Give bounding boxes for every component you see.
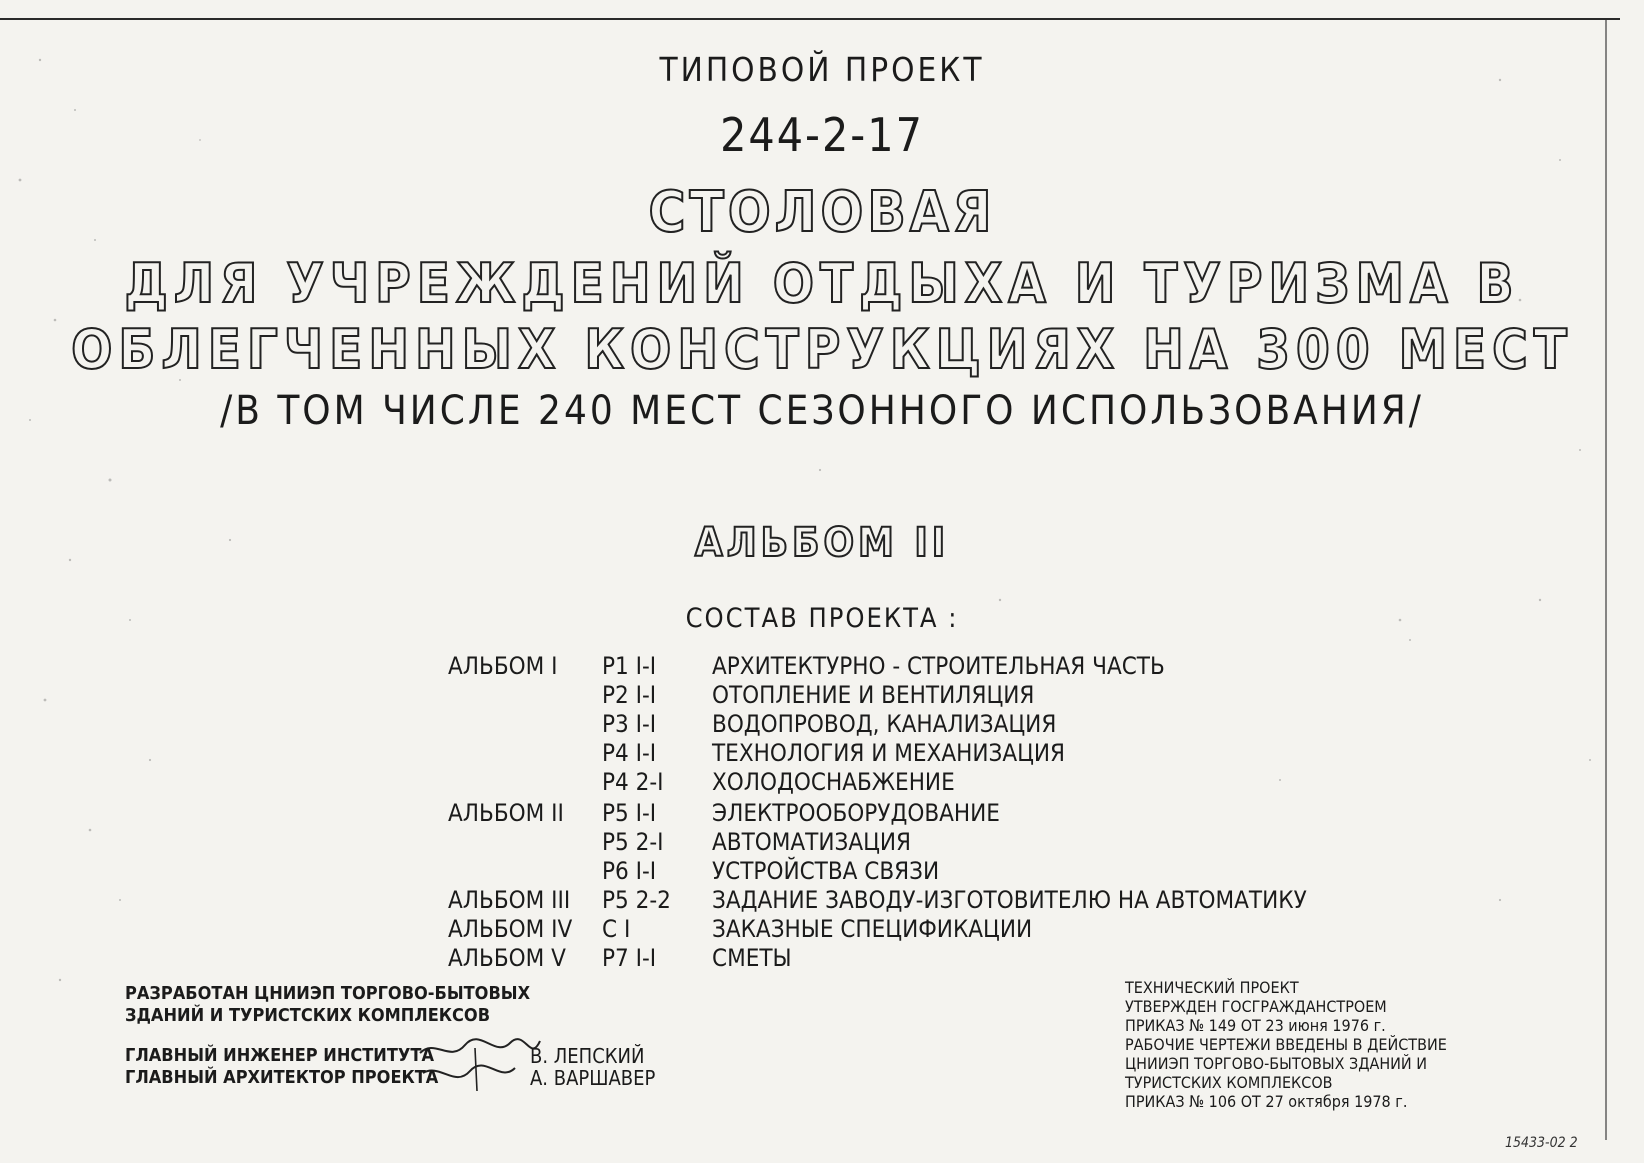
- document-title: СТОЛОВАЯ: [648, 180, 996, 245]
- approval-line: ЦНИИЭП ТОРГОВО-БЫТОВЫХ ЗДАНИЙ И: [1125, 1054, 1428, 1073]
- approval-line: ТУРИСТСКИХ КОМПЛЕКСОВ: [1125, 1073, 1333, 1092]
- row-name: СМЕТЫ: [712, 944, 792, 972]
- border-top-line: [0, 18, 1620, 20]
- approval-line: РАБОЧИЕ ЧЕРТЕЖИ ВВЕДЕНЫ В ДЕЙСТВИЕ: [1125, 1035, 1447, 1054]
- row-code: Р5 I-I: [602, 799, 657, 827]
- staff-name: А. ВАРШАВЕР: [530, 1066, 656, 1090]
- archive-stamp: 15433-02 2: [1505, 1135, 1578, 1151]
- row-album: АЛЬБОМ II: [448, 799, 564, 827]
- row-name: ОТОПЛЕНИЕ И ВЕНТИЛЯЦИЯ: [712, 681, 1035, 709]
- project-type-label: ТИПОВОЙ ПРОЕКТ: [659, 50, 985, 89]
- developer-line-1: РАЗРАБОТАН ЦНИИЭП ТОРГОВО-БЫТОВЫХ: [125, 983, 531, 1004]
- row-name: УСТРОЙСТВА СВЯЗИ: [712, 857, 940, 885]
- row-code: Р3 I-I: [602, 710, 657, 738]
- row-name: ВОДОПРОВОД, КАНАЛИЗАЦИЯ: [712, 710, 1057, 738]
- staff-name: В. ЛЕПСКИЙ: [530, 1044, 645, 1068]
- row-code: Р6 I-I: [602, 857, 657, 885]
- composition-title: СОСТАВ ПРОЕКТА :: [685, 603, 959, 634]
- approval-block: [1125, 978, 1447, 1111]
- row-name: АВТОМАТИЗАЦИЯ: [712, 828, 912, 856]
- subtitle-line-3: /В ТОМ ЧИСЛЕ 240 МЕСТ СЕЗОННОГО ИСПОЛЬЗОВАНИЯ/: [220, 388, 1424, 434]
- staff-role: ГЛАВНЫЙ ИНЖЕНЕР ИНСТИТУТА: [125, 1045, 434, 1066]
- row-code: Р7 I-I: [602, 944, 657, 972]
- approval-line: ТЕХНИЧЕСКИЙ ПРОЕКТ: [1125, 978, 1299, 997]
- row-code: Р5 2-I: [602, 828, 664, 856]
- row-code: Р5 2-2: [602, 886, 671, 914]
- row-album: АЛЬБОМ V: [448, 944, 566, 972]
- row-code: Р4 2-I: [602, 768, 664, 796]
- staff-role: ГЛАВНЫЙ АРХИТЕКТОР ПРОЕКТА: [125, 1067, 439, 1088]
- subtitle-line-2: ОБЛЕГЧЕННЫХ КОНСТРУКЦИЯХ НА 300 МЕСТ: [71, 318, 1573, 381]
- row-code: Р4 I-I: [602, 739, 657, 767]
- row-album: АЛЬБОМ III: [448, 886, 571, 914]
- subtitle-line-1: ДЛЯ УЧРЕЖДЕНИЙ ОТДЫХА И ТУРИЗМА В: [124, 252, 1520, 315]
- row-name: ЗАКАЗНЫЕ СПЕЦИФИКАЦИИ: [712, 915, 1033, 943]
- album-heading: АЛЬБОМ II: [694, 520, 950, 566]
- row-name: АРХИТЕКТУРНО - СТРОИТЕЛЬНАЯ ЧАСТЬ: [712, 652, 1165, 680]
- project-number: 244-2-17: [720, 108, 924, 162]
- developer-block: [125, 983, 530, 1027]
- approval-line: ПРИКАЗ № 149 ОТ 23 июня 1976 г.: [1125, 1016, 1386, 1035]
- approval-line: ПРИКАЗ № 106 ОТ 27 октября 1978 г.: [1125, 1092, 1408, 1111]
- row-code: С I: [602, 915, 631, 943]
- row-name: ХОЛОДОСНАБЖЕНИЕ: [712, 768, 955, 796]
- row-name: ЭЛЕКТРООБОРУДОВАНИЕ: [712, 799, 1000, 827]
- row-album: АЛЬБОМ IV: [448, 915, 573, 943]
- approval-line: УТВЕРЖДЕН ГОСГРАЖДАНСТРОЕМ: [1125, 997, 1387, 1016]
- developer-line-2: ЗДАНИЙ И ТУРИСТСКИХ КОМПЛЕКСОВ: [125, 1005, 491, 1026]
- row-name: ТЕХНОЛОГИЯ И МЕХАНИЗАЦИЯ: [712, 739, 1066, 767]
- row-code: Р2 I-I: [602, 681, 657, 709]
- row-name: ЗАДАНИЕ ЗАВОДУ-ИЗГОТОВИТЕЛЮ НА АВТОМАТИКУ: [712, 886, 1307, 914]
- row-code: Р1 I-I: [602, 652, 657, 680]
- row-album: АЛЬБОМ I: [448, 652, 558, 680]
